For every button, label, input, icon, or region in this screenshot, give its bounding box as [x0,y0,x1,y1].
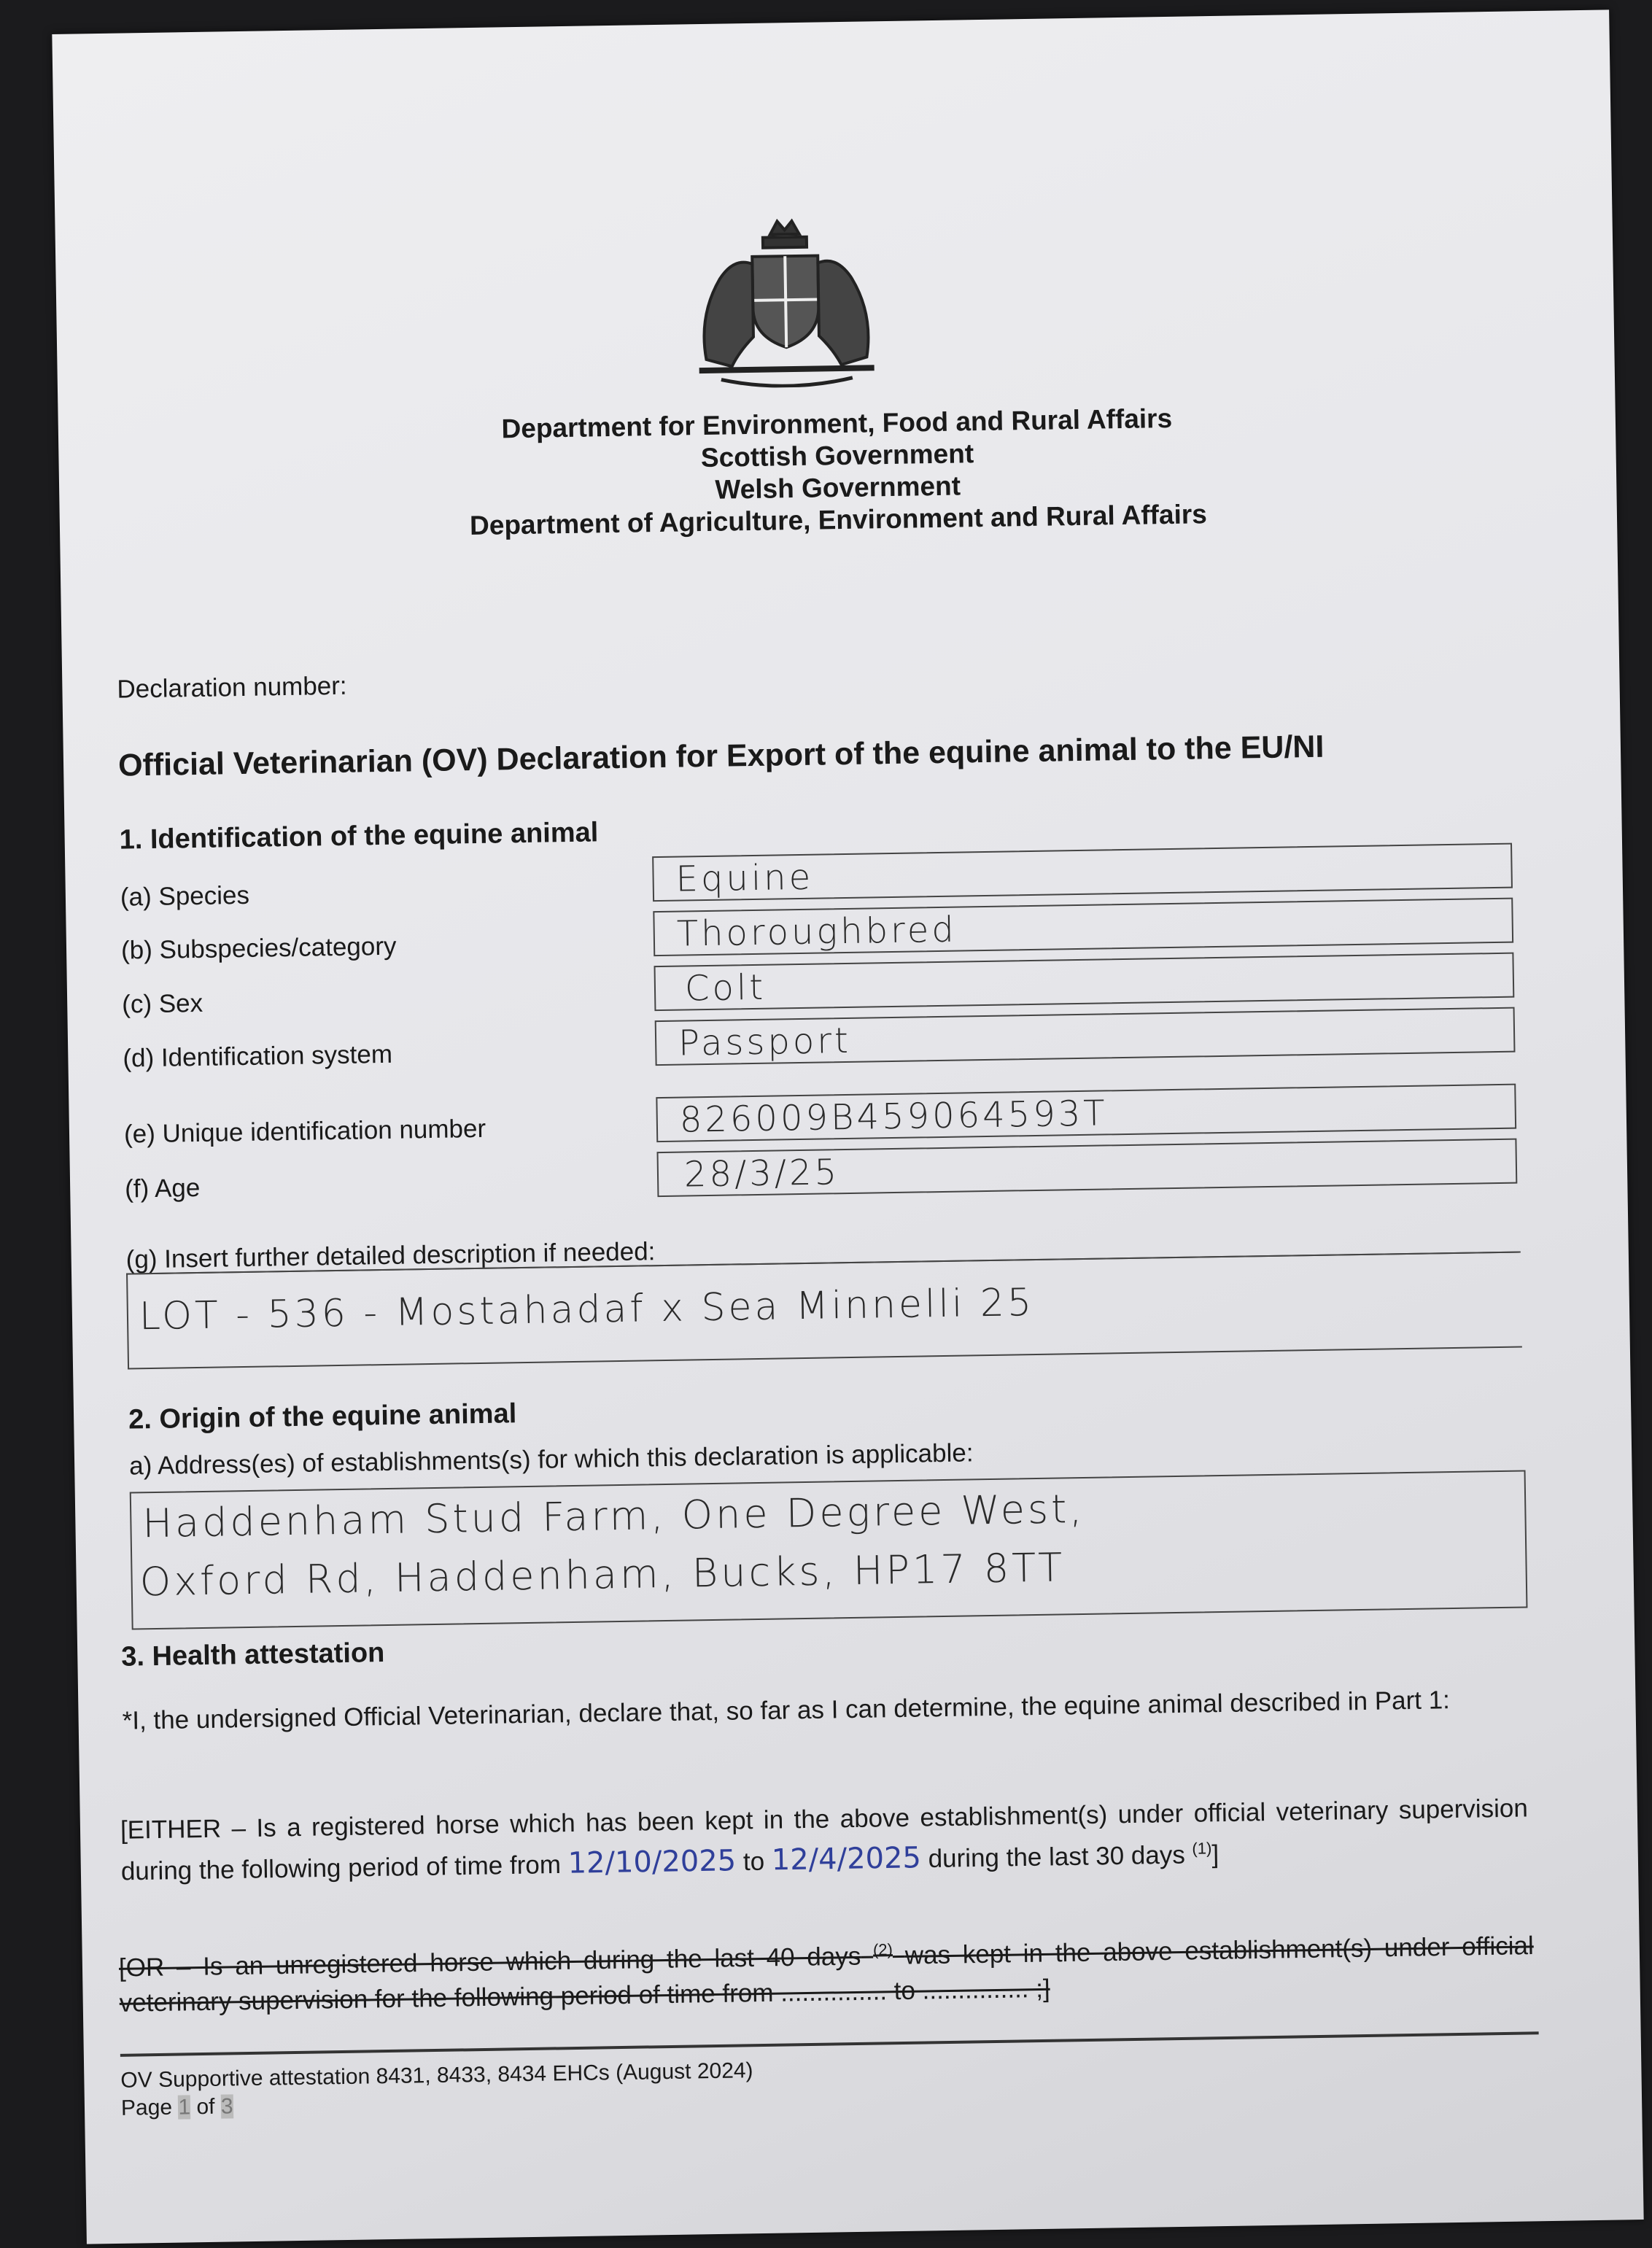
page-number [121,2094,233,2120]
age-field[interactable] [657,1139,1518,1198]
header-line-3: Welsh Government [715,470,961,505]
footer-divider [120,2031,1539,2057]
age-label: (f) Age [124,1173,201,1204]
subspecies-label: (b) Subspecies/category [120,931,397,965]
page-of: of [196,2094,215,2120]
section3-heading: 3. Health attestation [120,1637,385,1673]
either-footnote-ref: (1) [1192,1839,1212,1858]
species-value: Equine [675,856,814,900]
header-line-4: Department of Agriculture, Environment and Rural Affairs [469,499,1208,541]
further-description-value: LOT - 536 - Mostahadaf x Sea Minnelli 25 [139,1281,1035,1339]
id-system-label: (d) Identification system [123,1039,393,1073]
species-label: (a) Species [120,880,250,912]
document-title: Official Veterinarian (OV) Declaration for Export of the equine animal to the EU/NI [117,729,1325,783]
or-text-1: [OR – Is an unregistered horse which during the last 40 days [118,1942,861,1982]
footer-line: OV Supportive attestation 8431, 8433, 8434 EHCs (August 2024) [120,2058,753,2093]
unique-id-label: (e) Unique identification number [123,1114,486,1149]
sex-value: Colt [684,966,767,1009]
either-close: ] [1211,1840,1219,1869]
date-from-value: 12/10/2025 [567,1844,737,1880]
date-to-value: 12/4/2025 [771,1841,922,1877]
page-current: 1 [178,2095,191,2120]
either-text-1: [EITHER – Is a registered horse which has been kept in the above establishment(s) under official veterinary supervision during the following period of time from [120,1794,1529,1886]
either-to: to [742,1847,765,1877]
address-line-2: Oxford Rd, Haddenham, Bucks, HP17 8TT [139,1544,1066,1605]
section1-heading: 1. Identification of the equine animal [119,817,599,856]
address-line-1: Haddenham Stud Farm, One Degree West, [141,1485,1085,1547]
section2-heading: 2. Origin of the equine animal [128,1398,517,1435]
age-value: 28/3/25 [683,1152,840,1195]
further-description-label: (g) Insert further detailed description if needed: [125,1237,656,1274]
either-text-2: during the last 30 days [928,1840,1186,1874]
page-total: 3 [220,2094,233,2119]
address-field[interactable] [130,1470,1528,1629]
address-label: a) Address(es) of establishments(s) for which this declaration is applicable: [128,1438,974,1481]
either-paragraph [120,1791,1529,1889]
unique-id-field[interactable] [656,1084,1516,1143]
id-system-field[interactable] [655,1007,1516,1066]
or-footnote-ref: (2) [872,1940,893,1959]
attestation-intro: *I, the undersigned Official Veterinarian, declare that, so far as I can determine, the equine animal described in Part 1: [122,1686,1451,1735]
subspecies-field[interactable] [653,898,1513,957]
subspecies-value: Thoroughbred [676,909,958,955]
sex-label: (c) Sex [121,988,203,1019]
royal-crest-icon [682,211,889,389]
species-field[interactable] [652,843,1513,902]
or-paragraph [118,1922,1534,2020]
header-line-2: Scottish Government [700,438,974,473]
declaration-number-label: Declaration number: [117,671,347,704]
document-page [52,9,1643,2244]
header-line-1: Department for Environment, Food and Rural Affairs [501,403,1173,444]
page-prefix: Page [120,2095,173,2120]
unique-id-value: 826009B459064593T [679,1093,1109,1141]
id-system-value: Passport [678,1020,852,1064]
or-text-2: was kept in the above establishment(s) under official veterinary supervision for the following period of time from ............... to ............... ;] [119,1931,1535,2018]
sex-field[interactable] [654,953,1514,1012]
